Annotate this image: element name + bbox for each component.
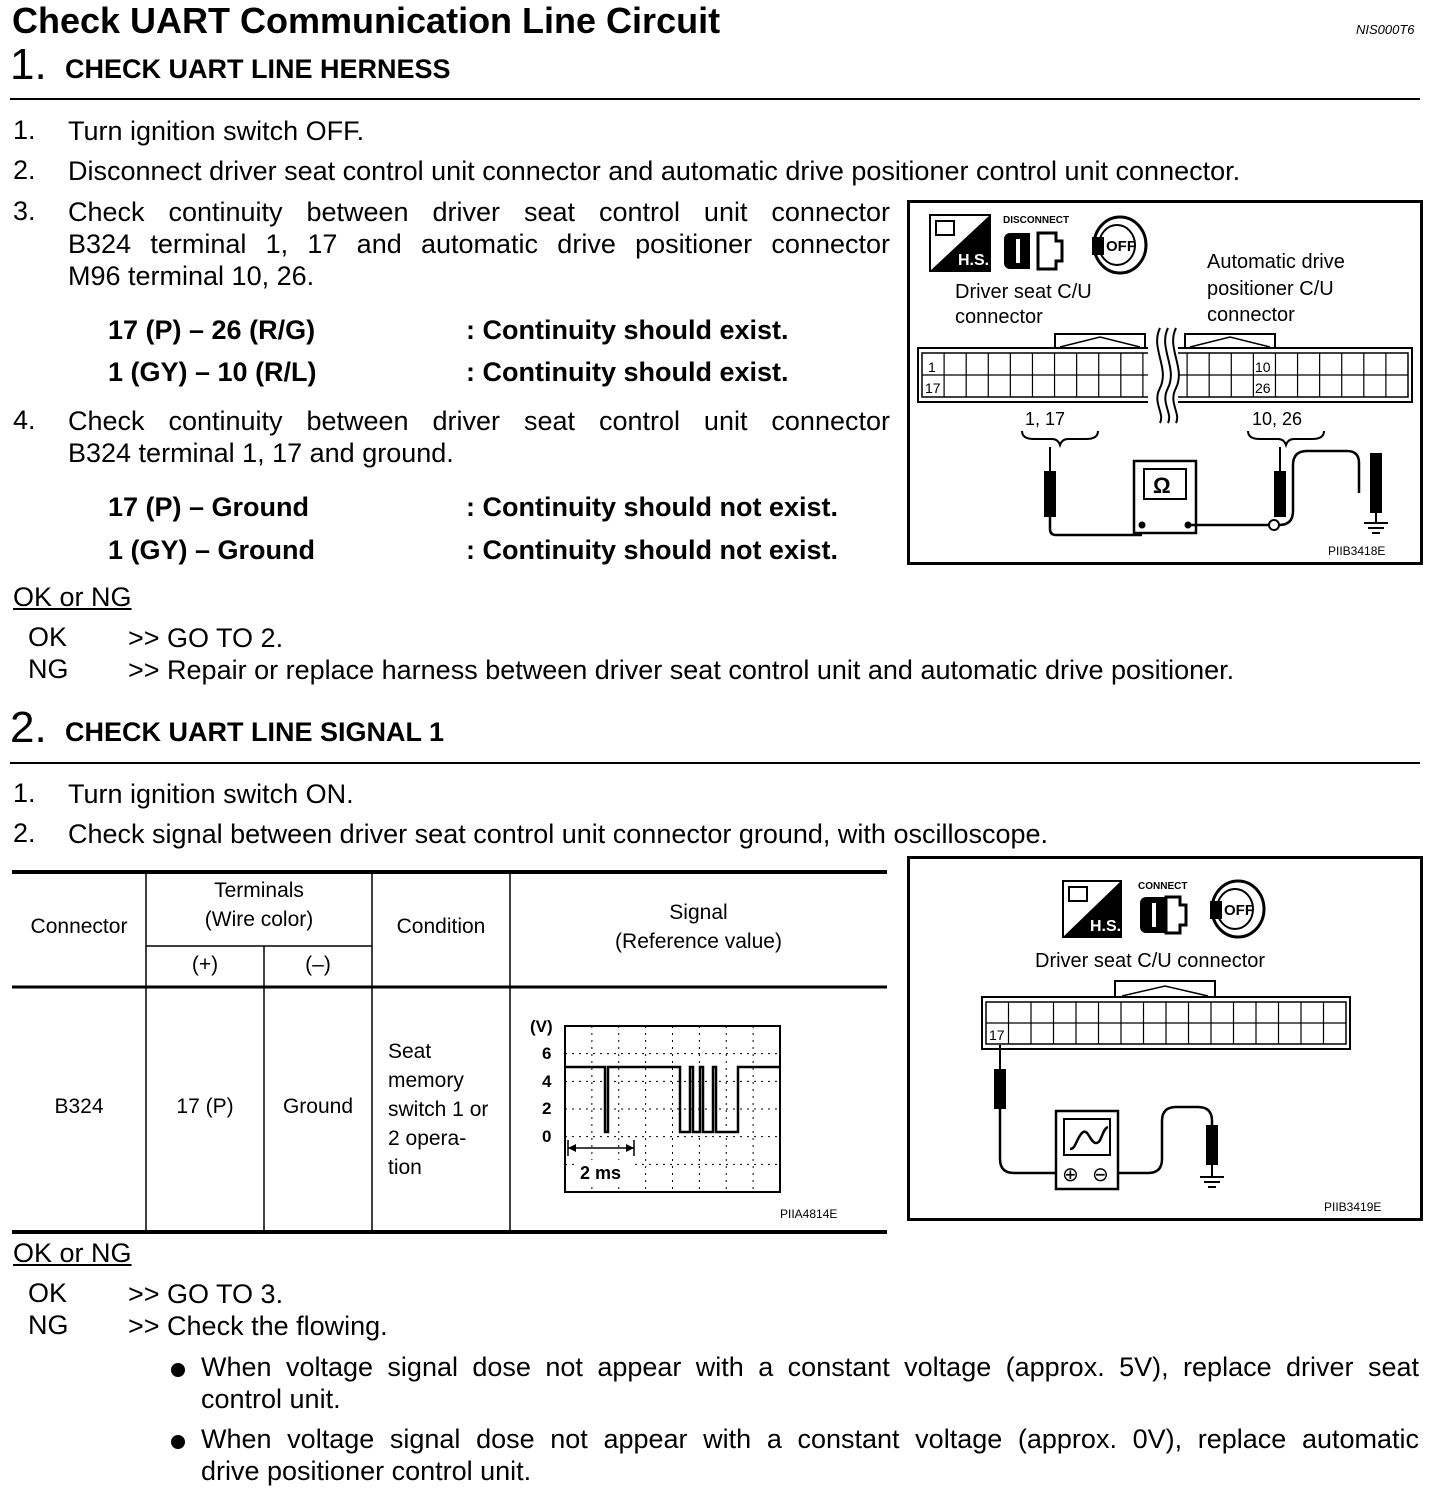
figure-2-diagram xyxy=(910,859,1420,1218)
step-1-title: CHECK UART LINE HERNESS xyxy=(65,54,451,84)
check-result: : Continuity should not exist. xyxy=(466,535,838,565)
adp-label-1: Automatic drive xyxy=(1207,251,1345,273)
condition-line: switch 1 or xyxy=(388,1098,489,1121)
pin-17: 17 xyxy=(989,1027,1005,1043)
ohm-symbol: Ω xyxy=(1153,473,1171,498)
ok-label: OK xyxy=(28,622,68,652)
check-result: : Continuity should exist. xyxy=(466,357,789,387)
connect-icon xyxy=(1138,881,1187,933)
list-number: 1. xyxy=(13,778,36,808)
check-pair: 1 (GY) – Ground xyxy=(108,535,316,565)
ohmmeter xyxy=(1134,461,1196,533)
list-number: 2. xyxy=(13,818,36,848)
ignition-off-icon xyxy=(1210,881,1264,937)
signal-table xyxy=(12,870,887,1234)
scope-tick-4: 4 xyxy=(542,1072,552,1091)
connector-block xyxy=(918,328,1412,423)
scope-time-division: 2 ms xyxy=(580,1163,622,1183)
off-label: OFF xyxy=(1106,238,1136,255)
probe-left-label: 1, 17 xyxy=(1025,409,1066,429)
adp-label-2: positioner C/U xyxy=(1207,278,1334,300)
list-item-line: B324 terminal 1, 17 and automatic drive positioner connector xyxy=(68,229,890,259)
pin-17: 17 xyxy=(925,380,941,396)
header-plus: (+) xyxy=(191,953,219,976)
harness-side-icon xyxy=(930,215,990,271)
connect-label: CONNECT xyxy=(1138,881,1188,892)
bullet-dot xyxy=(171,1363,185,1377)
header-condition: Condition xyxy=(396,915,486,938)
hs-label: H.S. xyxy=(958,252,990,269)
off-label: OFF xyxy=(1224,902,1254,919)
bullet-dot xyxy=(171,1435,185,1449)
check-result: : Continuity should exist. xyxy=(466,315,789,345)
page-title: Check UART Communication Line Circuit xyxy=(12,0,721,41)
list-item: Turn ignition switch OFF. xyxy=(68,116,365,146)
ng-action: >> Check the flowing. xyxy=(128,1311,388,1341)
figure-code: PIIB3419E xyxy=(1324,1200,1382,1214)
connector-block xyxy=(982,981,1350,1049)
section-divider xyxy=(10,762,1420,764)
list-item-line: M96 terminal 10, 26. xyxy=(68,261,315,291)
ng-label: NG xyxy=(28,654,69,684)
step-2-number: 2. xyxy=(10,703,47,752)
header-wire-color: (Wire color) xyxy=(204,908,314,931)
pin-10: 10 xyxy=(1255,359,1271,375)
oscilloscope-waveform xyxy=(510,990,887,1230)
check-pair: 1 (GY) – 10 (R/L) xyxy=(108,357,317,387)
figure-continuity-check xyxy=(907,200,1423,565)
list-item: Turn ignition switch ON. xyxy=(68,779,354,809)
ok-action: >> GO TO 2. xyxy=(128,623,284,653)
condition-line: memory xyxy=(388,1069,464,1092)
ng-label: NG xyxy=(28,1310,69,1340)
cell-connector: B324 xyxy=(54,1095,104,1118)
driver-seat-label-1: Driver seat C/U xyxy=(955,281,1092,303)
condition-line: Seat xyxy=(388,1040,432,1063)
list-number: 2. xyxy=(13,155,36,185)
list-number: 3. xyxy=(13,196,36,226)
cell-minus: Ground xyxy=(282,1095,354,1118)
adp-label-3: connector xyxy=(1207,304,1295,326)
driver-seat-label-2: connector xyxy=(955,306,1043,328)
check-pair: 17 (P) – 26 (R/G) xyxy=(108,315,316,345)
scope-tick-0: 0 xyxy=(542,1127,552,1146)
ok-ng-title: OK or NG xyxy=(13,1238,132,1268)
harness-side-icon xyxy=(1063,881,1121,937)
bullet-line: When voltage signal dose not appear with a constant voltage (approx. 0V), replace automatic xyxy=(201,1424,1419,1454)
bullet-line: When voltage signal dose not appear with a constant voltage (approx. 5V), replace driver seat xyxy=(201,1352,1419,1382)
ok-action: >> GO TO 3. xyxy=(128,1279,284,1309)
list-item: Check signal between driver seat control unit connector ground, with oscilloscope. xyxy=(68,819,1049,849)
condition-line: 2 opera- xyxy=(388,1127,467,1150)
header-reference: (Reference value) xyxy=(615,930,782,953)
pin-26: 26 xyxy=(1255,380,1271,396)
pin-1: 1 xyxy=(928,359,936,375)
scope-code: PIIA4814E xyxy=(780,1207,838,1221)
header-connector: Connector xyxy=(30,915,128,938)
list-number: 1. xyxy=(13,115,36,145)
figure-oscilloscope-check xyxy=(907,856,1423,1221)
list-number: 4. xyxy=(13,405,36,435)
figure-code: PIIB3418E xyxy=(1328,544,1386,558)
header-signal: Signal xyxy=(669,901,728,924)
hs-label: H.S. xyxy=(1090,918,1122,935)
disconnect-label: DISCONNECT xyxy=(1003,215,1070,226)
ignition-off-icon xyxy=(1092,217,1146,273)
figure-1-diagram xyxy=(910,203,1420,562)
scope-minus-terminal: ⊖ xyxy=(1092,1164,1109,1186)
probe-right-label: 10, 26 xyxy=(1252,409,1303,429)
ok-label: OK xyxy=(28,1278,68,1308)
header-terminals: Terminals xyxy=(214,879,304,902)
scope-tick-2: 2 xyxy=(542,1099,552,1118)
bullet-line: drive positioner control unit. xyxy=(201,1456,532,1486)
scope-unit: (V) xyxy=(530,1017,553,1036)
cell-plus: 17 (P) xyxy=(176,1095,234,1118)
check-result: : Continuity should not exist. xyxy=(466,492,838,522)
cell-condition xyxy=(388,1037,488,1182)
list-item-line: Check continuity between driver seat control unit connector xyxy=(68,406,890,436)
disconnect-icon xyxy=(1003,215,1069,269)
oscilloscope xyxy=(1056,1111,1118,1189)
scope-plus-terminal: ⊕ xyxy=(1062,1164,1079,1186)
document-id: NIS000T6 xyxy=(1356,22,1415,37)
list-item-line: B324 terminal 1, 17 and ground. xyxy=(68,438,454,468)
step-1-number: 1. xyxy=(10,40,47,89)
step-2-title: CHECK UART LINE SIGNAL 1 xyxy=(65,717,445,747)
ok-ng-title: OK or NG xyxy=(13,582,132,612)
list-item-line: Check continuity between driver seat control unit connector xyxy=(68,197,890,227)
driver-seat-connector-label: Driver seat C/U connector xyxy=(1035,950,1266,972)
scope-tick-6: 6 xyxy=(542,1044,552,1063)
check-pair: 17 (P) – Ground xyxy=(108,492,310,522)
condition-line: tion xyxy=(388,1156,422,1179)
ng-action: >> Repair or replace harness between driver seat control unit and automatic drive positioner. xyxy=(128,655,1235,685)
section-divider xyxy=(10,98,1420,100)
list-item: Disconnect driver seat control unit connector and automatic drive positioner control unit connector. xyxy=(68,156,1241,186)
bullet-line: control unit. xyxy=(201,1384,341,1414)
header-minus: (–) xyxy=(305,953,331,976)
